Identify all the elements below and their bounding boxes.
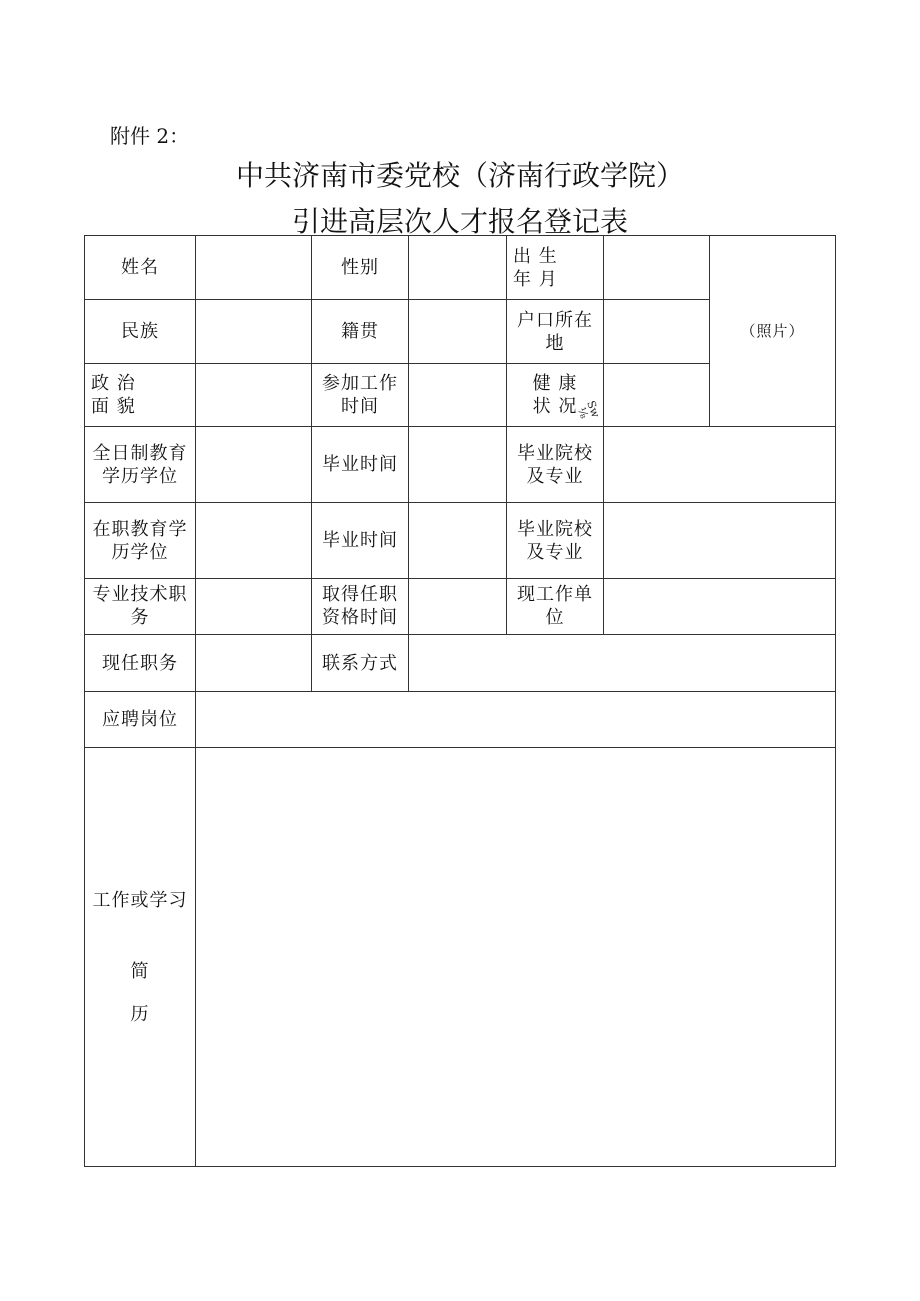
- employer-label: 现工作单 位: [507, 579, 604, 635]
- fulltime-education-field[interactable]: [196, 427, 312, 503]
- health-marks: Sw ⅛: [574, 398, 603, 421]
- native-place-label: 籍贯: [312, 300, 409, 364]
- graduation-time-label-2: 毕业时间: [312, 503, 409, 579]
- ethnicity-label: 民族: [85, 300, 196, 364]
- graduation-time-field-2[interactable]: [409, 503, 507, 579]
- inservice-education-label: 在职教育学 历学位: [85, 503, 196, 579]
- health-label: 健 康 状 况 Sw ⅛: [507, 364, 604, 427]
- photo-box[interactable]: （照片）: [710, 236, 836, 427]
- professional-title-label: 专业技术职 务: [85, 579, 196, 635]
- school-major-field-2[interactable]: [604, 503, 836, 579]
- health-field[interactable]: [604, 364, 710, 427]
- page-title: 中共济南市委党校（济南行政学院）: [235, 159, 684, 192]
- school-major-field-1[interactable]: [604, 427, 836, 503]
- gender-label: 性别: [312, 236, 409, 300]
- contact-field[interactable]: [409, 635, 836, 692]
- native-place-field[interactable]: [409, 300, 507, 364]
- inservice-education-field[interactable]: [196, 503, 312, 579]
- registration-form-table: [84, 235, 836, 1167]
- current-post-label: 现任职务: [85, 635, 196, 692]
- graduation-time-field-1[interactable]: [409, 427, 507, 503]
- birth-label: 出 生 年 月: [507, 236, 604, 300]
- hukou-label: 户口所在 地: [507, 300, 604, 364]
- work-start-field[interactable]: [409, 364, 507, 427]
- political-status-label: 政 治 面 貌: [85, 364, 196, 427]
- birth-field[interactable]: [604, 236, 710, 300]
- gender-field[interactable]: [409, 236, 507, 300]
- school-major-label-2: 毕业院校 及专业: [507, 503, 604, 579]
- resume-field[interactable]: [196, 748, 836, 1167]
- contact-label: 联系方式: [312, 635, 409, 692]
- current-post-field[interactable]: [196, 635, 312, 692]
- applied-position-label: 应聘岗位: [85, 692, 196, 748]
- qualification-time-label: 取得任职 资格时间: [312, 579, 409, 635]
- attachment-label: 附件 2：: [110, 124, 190, 148]
- school-major-label-1: 毕业院校 及专业: [507, 427, 604, 503]
- hukou-field[interactable]: [604, 300, 710, 364]
- employer-field[interactable]: [604, 579, 836, 635]
- resume-label: 工作或学习 简 历: [85, 748, 196, 1167]
- name-field[interactable]: [196, 236, 312, 300]
- professional-title-field[interactable]: [196, 579, 312, 635]
- political-status-field[interactable]: [196, 364, 312, 427]
- name-label: 姓名: [85, 236, 196, 300]
- page-subtitle: 引进高层次人才报名登记表: [291, 205, 628, 238]
- graduation-time-label-1: 毕业时间: [312, 427, 409, 503]
- ethnicity-field[interactable]: [196, 300, 312, 364]
- fulltime-education-label: 全日制教育 学历学位: [85, 427, 196, 503]
- applied-position-field[interactable]: [196, 692, 836, 748]
- qualification-time-field[interactable]: [409, 579, 507, 635]
- work-start-label: 参加工作 时间: [312, 364, 409, 427]
